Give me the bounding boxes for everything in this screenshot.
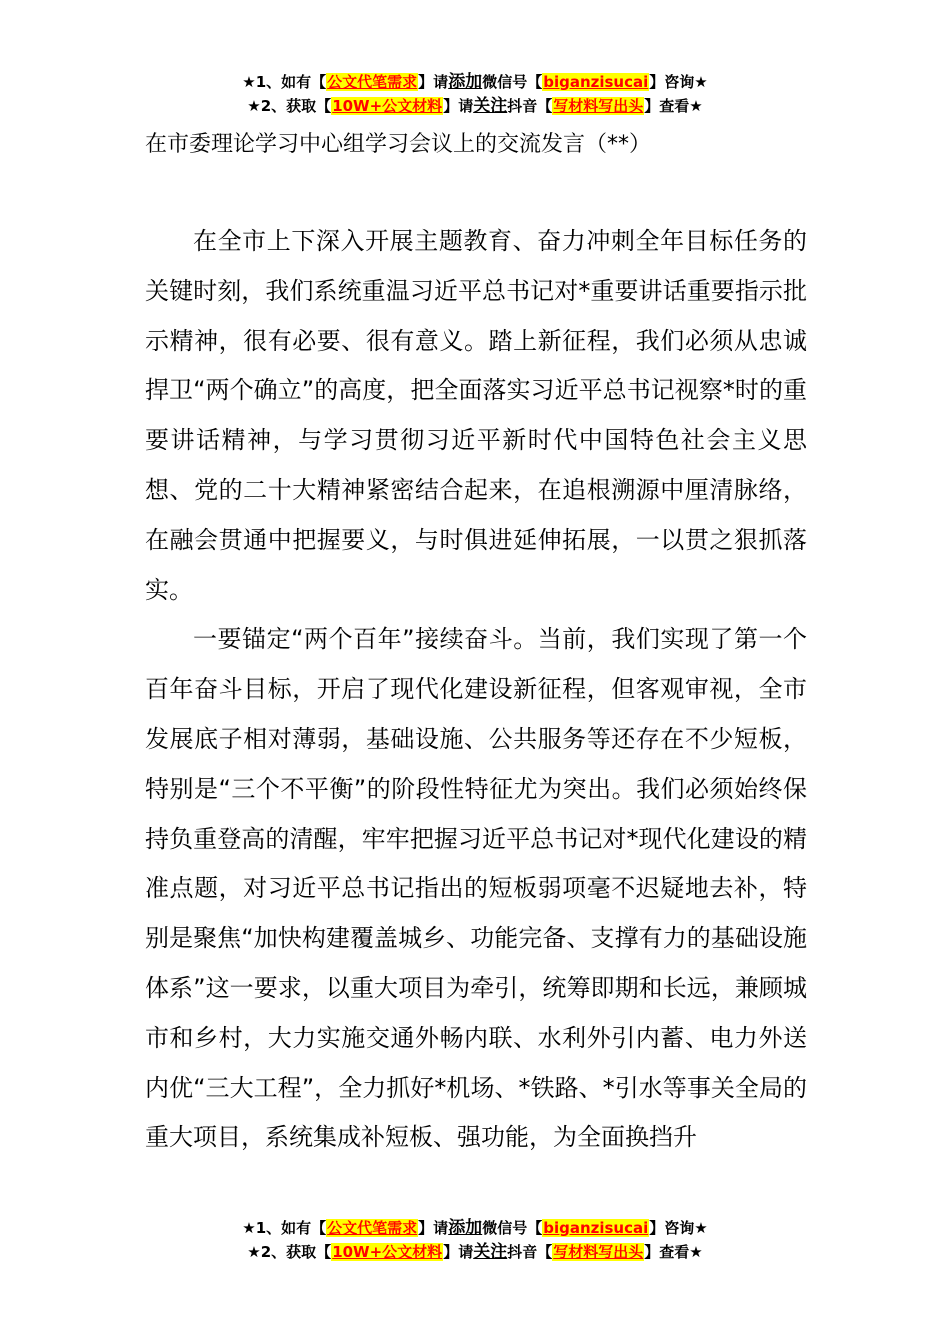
promo-emphasis: 关注 bbox=[473, 96, 508, 116]
promo-text: 】请 bbox=[418, 1219, 449, 1237]
paragraph-intro: 在全市上下深入开展主题教育、奋力冲刺全年目标任务的关键时刻，我们系统重温习近平总书记对*重要讲话重要指示批示精神，很有必要、很有意义。踏上新征程，我们必须从忠诚捍卫“两个确立”的高度，把全面落实习近平总书记视察*时的重要讲话精神，与学习贯彻习近平新时代中国特色社会主义思想、党的二十大精神紧密结合起来，在追根溯源中厘清脉络，在融会贯通中把握要义，与时俱进延伸拓展，一以贯之狠抓落实。 bbox=[145, 227, 807, 604]
wechat-id-highlight: biganzisucai bbox=[543, 1219, 649, 1237]
promo-prefix: ★1、如有【 bbox=[242, 73, 327, 91]
paragraph-point-1: 一要锚定“两个百年”接续奋斗。当前，我们实现了第一个百年奋斗目标，开启了现代化建设新征程，但客观审视，全市发展底子相对薄弱，基础设施、公共服务等还存在不少短板，特别是“三个不平衡”的阶段性特征尤为突出。我们必须始终保持负重登高的清醒，牢牢把握习近平总书记对*现代化建设的精准点题，对习近平总书记指出的短板弱项毫不迟疑地去补，特别是聚焦“加快构建覆盖城乡、功能完备、支撑有力的基础设施体系”这一要求，以重大项目为牵引，统筹即期和长远，兼顾城市和乡村，大力实施交通外畅内联、水利外引内蓄、电力外送内优“三大工程”，全力抓好*机场、*铁路、*引水等事关全局的重大项目，系统集成补短板、强功能，为全面换挡升 bbox=[145, 625, 807, 1152]
promo-prefix: ★1、如有【 bbox=[242, 1219, 327, 1237]
promo-suffix: 】咨询★ bbox=[649, 1219, 708, 1237]
promo-banner-bottom bbox=[0, 1216, 950, 1264]
douyin-name-highlight: 写材料写出头 bbox=[553, 97, 644, 115]
promo-line-2 bbox=[0, 94, 950, 118]
promo-line-1 bbox=[0, 70, 950, 94]
promo-text: 】请 bbox=[443, 1243, 474, 1261]
promo-suffix: 】咨询★ bbox=[649, 73, 708, 91]
promo-prefix: ★2、获取【 bbox=[247, 97, 332, 115]
promo-banner-top bbox=[0, 70, 950, 118]
wechat-id-highlight: biganzisucai bbox=[543, 73, 649, 91]
promo-text: 】请 bbox=[418, 73, 449, 91]
promo-text: 抖音【 bbox=[507, 97, 553, 115]
promo-highlight: 10W+公文材料 bbox=[332, 97, 443, 115]
promo-line-1 bbox=[0, 1216, 950, 1240]
promo-highlight: 公文代笔需求 bbox=[327, 1219, 418, 1237]
promo-highlight: 10W+公文材料 bbox=[332, 1243, 443, 1261]
promo-emphasis: 添加 bbox=[448, 72, 483, 92]
promo-text: 微信号【 bbox=[482, 1219, 543, 1237]
promo-emphasis: 添加 bbox=[448, 1218, 483, 1238]
promo-text: 抖音【 bbox=[507, 1243, 553, 1261]
document-title: 在市委理论学习中心组学习会议上的交流发言（**） bbox=[145, 132, 652, 157]
promo-highlight: 公文代笔需求 bbox=[327, 73, 418, 91]
douyin-name-highlight: 写材料写出头 bbox=[553, 1243, 644, 1261]
promo-emphasis: 关注 bbox=[473, 1242, 508, 1262]
promo-line-2 bbox=[0, 1240, 950, 1264]
promo-suffix: 】查看★ bbox=[644, 1243, 703, 1261]
promo-text: 】请 bbox=[443, 97, 474, 115]
document-body bbox=[145, 217, 807, 1163]
promo-suffix: 】查看★ bbox=[644, 97, 703, 115]
promo-text: 微信号【 bbox=[482, 73, 543, 91]
promo-prefix: ★2、获取【 bbox=[247, 1243, 332, 1261]
